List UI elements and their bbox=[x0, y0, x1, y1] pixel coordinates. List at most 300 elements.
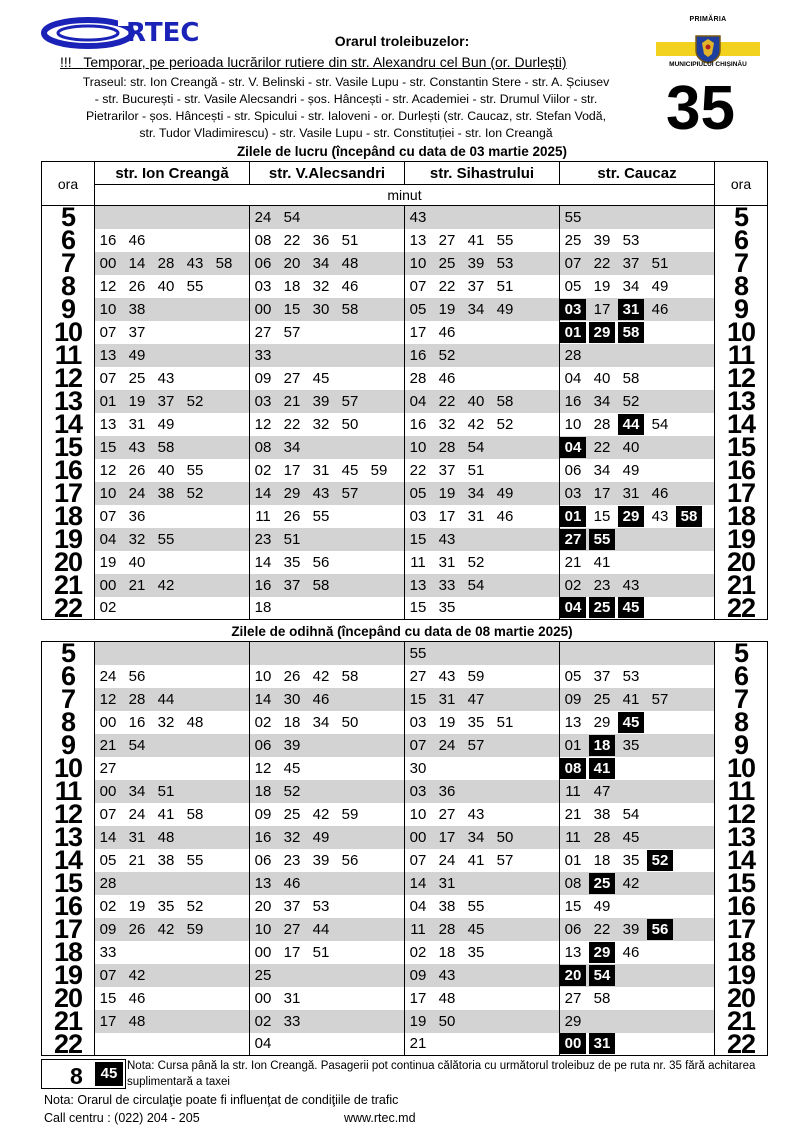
minute: 19 bbox=[593, 277, 611, 295]
highlighted-minute: 44 bbox=[618, 414, 644, 435]
minute: 35 bbox=[467, 713, 485, 731]
minute: 34 bbox=[622, 277, 640, 295]
hour-label: 14 bbox=[715, 413, 768, 436]
table-row bbox=[42, 918, 768, 941]
hour-label: 7 bbox=[715, 252, 768, 275]
minutes-cell bbox=[560, 390, 715, 413]
minute: 18 bbox=[593, 851, 611, 869]
minute-header: minut bbox=[95, 185, 715, 206]
minutes-cell bbox=[95, 252, 250, 275]
hour-label: 8 bbox=[42, 711, 95, 734]
minute: 48 bbox=[128, 1012, 146, 1030]
minute: 17 bbox=[283, 461, 301, 479]
minute: 34 bbox=[312, 254, 330, 272]
hour-label: 6 bbox=[715, 665, 768, 688]
minutes-cell bbox=[95, 757, 250, 780]
minute: 16 bbox=[99, 231, 117, 249]
minutes-cell bbox=[560, 206, 715, 229]
minute: 12 bbox=[254, 759, 272, 777]
minute: 59 bbox=[370, 461, 388, 479]
hour-label: 6 bbox=[42, 665, 95, 688]
minute: 28 bbox=[438, 438, 456, 456]
minute: 39 bbox=[622, 920, 640, 938]
table-row bbox=[42, 390, 768, 413]
minute: 37 bbox=[593, 667, 611, 685]
minute: 15 bbox=[99, 989, 117, 1007]
minute: 14 bbox=[254, 484, 272, 502]
minute: 42 bbox=[312, 805, 330, 823]
hour-label: 12 bbox=[42, 803, 95, 826]
minutes-cell bbox=[405, 436, 560, 459]
minute: 49 bbox=[496, 300, 514, 318]
minutes-cell bbox=[405, 780, 560, 803]
minute: 30 bbox=[312, 300, 330, 318]
highlighted-minute: 29 bbox=[618, 506, 644, 527]
hour-label: 15 bbox=[42, 436, 95, 459]
hour-label: 21 bbox=[715, 1010, 768, 1033]
minute: 11 bbox=[565, 828, 581, 846]
hour-label: 5 bbox=[42, 642, 95, 665]
minute: 16 bbox=[254, 576, 272, 594]
minute: 19 bbox=[438, 713, 456, 731]
table-row bbox=[42, 321, 768, 344]
minute: 29 bbox=[564, 1012, 582, 1030]
minutes-cell bbox=[560, 826, 715, 849]
minutes-cell bbox=[405, 390, 560, 413]
hour-label: 11 bbox=[42, 344, 95, 367]
minute: 27 bbox=[409, 667, 427, 685]
minute: 26 bbox=[128, 277, 146, 295]
minutes-cell bbox=[250, 298, 405, 321]
minute: 46 bbox=[438, 369, 456, 387]
minute: 27 bbox=[438, 805, 456, 823]
table-row bbox=[42, 413, 768, 436]
minute: 01 bbox=[99, 392, 117, 410]
minutes-cell bbox=[250, 734, 405, 757]
minute: 23 bbox=[593, 576, 611, 594]
minutes-cell bbox=[405, 459, 560, 482]
minutes-cell bbox=[405, 229, 560, 252]
minute: 11 bbox=[410, 553, 426, 571]
column-header-ora: ora bbox=[715, 162, 768, 206]
minute: 07 bbox=[99, 369, 117, 387]
minute: 14 bbox=[254, 553, 272, 571]
minute: 49 bbox=[651, 277, 669, 295]
minute: 00 bbox=[99, 782, 117, 800]
minute: 41 bbox=[157, 805, 175, 823]
hour-label: 22 bbox=[42, 597, 95, 620]
minute: 37 bbox=[157, 392, 175, 410]
minutes-cell bbox=[95, 574, 250, 597]
minutes-cell bbox=[560, 711, 715, 734]
minute: 34 bbox=[283, 438, 301, 456]
minutes-cell bbox=[560, 298, 715, 321]
minutes-cell bbox=[95, 528, 250, 551]
minutes-cell bbox=[95, 803, 250, 826]
minute: 25 bbox=[438, 254, 456, 272]
minute: 49 bbox=[312, 828, 330, 846]
minute: 31 bbox=[128, 415, 146, 433]
table-row bbox=[42, 275, 768, 298]
minute: 51 bbox=[496, 713, 514, 731]
minute: 04 bbox=[564, 369, 582, 387]
minute: 25 bbox=[564, 231, 582, 249]
minute: 00 bbox=[254, 943, 272, 961]
minute: 31 bbox=[467, 507, 485, 525]
minute: 26 bbox=[128, 461, 146, 479]
minute: 28 bbox=[409, 369, 427, 387]
minute: 11 bbox=[410, 920, 426, 938]
minutes-cell bbox=[405, 275, 560, 298]
minute: 40 bbox=[128, 553, 146, 571]
minute: 40 bbox=[593, 369, 611, 387]
table-row bbox=[42, 298, 768, 321]
hour-label: 14 bbox=[42, 849, 95, 872]
minutes-cell bbox=[560, 941, 715, 964]
minute: 33 bbox=[99, 943, 117, 961]
minutes-cell bbox=[405, 757, 560, 780]
minute: 02 bbox=[564, 576, 582, 594]
minute: 51 bbox=[651, 254, 669, 272]
route-line: Pietrarilor - șos. Hâncești - str. Spicului - str. Ialoveni - or. Durlești (str. Caucaz, str. Stefan Vodă, bbox=[85, 109, 607, 123]
minute: 26 bbox=[283, 507, 301, 525]
minute: 18 bbox=[438, 943, 456, 961]
website-link[interactable]: www.rtec.md bbox=[344, 1111, 416, 1125]
minute: 22 bbox=[438, 277, 456, 295]
minute: 21 bbox=[128, 851, 146, 869]
minute: 17 bbox=[409, 323, 427, 341]
minute: 05 bbox=[409, 300, 427, 318]
minutes-cell bbox=[95, 390, 250, 413]
minute: 56 bbox=[341, 851, 359, 869]
minute: 01 bbox=[564, 736, 582, 754]
minute: 00 bbox=[254, 989, 272, 1007]
minute: 07 bbox=[409, 736, 427, 754]
notice bbox=[60, 54, 567, 70]
minutes-cell bbox=[95, 872, 250, 895]
minute: 43 bbox=[128, 438, 146, 456]
header bbox=[0, 0, 804, 160]
minute: 13 bbox=[99, 415, 117, 433]
minute: 15 bbox=[283, 300, 301, 318]
minute: 54 bbox=[467, 576, 485, 594]
highlighted-minute: 52 bbox=[647, 850, 673, 871]
minutes-cell bbox=[405, 551, 560, 574]
minute: 47 bbox=[467, 690, 485, 708]
route-line: - str. București - str. Vasile Alecsandri - șos. Hâncești - str. Academiei - str. Drumul Viilor - str. bbox=[94, 92, 598, 106]
minutes-cell bbox=[250, 344, 405, 367]
hour-label: 9 bbox=[715, 298, 768, 321]
minute: 56 bbox=[128, 667, 146, 685]
minute: 43 bbox=[409, 208, 427, 226]
minute: 21 bbox=[564, 553, 582, 571]
minutes-cell bbox=[95, 1033, 250, 1056]
column-header-stop: str. Caucaz bbox=[560, 162, 715, 185]
hour-label: 15 bbox=[42, 872, 95, 895]
minute: 09 bbox=[409, 966, 427, 984]
highlighted-minute: 01 bbox=[560, 322, 586, 343]
hour-label: 21 bbox=[42, 1010, 95, 1033]
minute: 46 bbox=[312, 690, 330, 708]
minute: 46 bbox=[341, 277, 359, 295]
minute: 35 bbox=[438, 599, 456, 617]
minute: 43 bbox=[651, 507, 669, 525]
minutes-cell bbox=[405, 826, 560, 849]
minutes-cell bbox=[405, 321, 560, 344]
column-header-ora: ora bbox=[42, 162, 95, 206]
minutes-cell bbox=[95, 459, 250, 482]
hour-label: 20 bbox=[715, 551, 768, 574]
minutes-cell bbox=[95, 321, 250, 344]
minutes-cell bbox=[95, 206, 250, 229]
minute: 28 bbox=[157, 254, 175, 272]
minute: 52 bbox=[283, 782, 301, 800]
minute: 48 bbox=[341, 254, 359, 272]
minute: 32 bbox=[157, 713, 175, 731]
highlighted-minute: 45 bbox=[618, 712, 644, 733]
minute: 34 bbox=[467, 484, 485, 502]
highlighted-minute: 20 bbox=[560, 965, 586, 986]
minutes-cell bbox=[405, 1033, 560, 1056]
minute: 52 bbox=[186, 484, 204, 502]
hour-label: 8 bbox=[715, 711, 768, 734]
minute: 29 bbox=[593, 713, 611, 731]
table-row bbox=[42, 459, 768, 482]
minute: 30 bbox=[283, 690, 301, 708]
minutes-cell bbox=[405, 367, 560, 390]
minutes-cell bbox=[250, 941, 405, 964]
minute: 50 bbox=[496, 828, 514, 846]
minute: 31 bbox=[622, 484, 640, 502]
minutes-cell bbox=[95, 964, 250, 987]
hour-label: 19 bbox=[715, 964, 768, 987]
minute: 38 bbox=[157, 851, 175, 869]
call-center: Call centru : (022) 204 - 205 bbox=[44, 1111, 200, 1125]
minute: 01 bbox=[564, 851, 582, 869]
hour-label: 17 bbox=[715, 482, 768, 505]
hour-label: 9 bbox=[715, 734, 768, 757]
minute: 10 bbox=[409, 438, 427, 456]
minute: 35 bbox=[467, 943, 485, 961]
minute: 22 bbox=[283, 415, 301, 433]
minute: 03 bbox=[409, 507, 427, 525]
minutes-cell bbox=[405, 206, 560, 229]
route-line: Traseul: str. Ion Creangă - str. V. Belinski - str. Vasile Lupu - str. Constantin Stere - str. A. Șciusev bbox=[82, 75, 610, 89]
minute: 16 bbox=[409, 415, 427, 433]
minute: 57 bbox=[651, 690, 669, 708]
hour-label: 15 bbox=[715, 436, 768, 459]
table-row bbox=[42, 941, 768, 964]
hour-label: 7 bbox=[42, 688, 95, 711]
minute: 55 bbox=[564, 208, 582, 226]
hour-label: 5 bbox=[42, 206, 95, 229]
minute: 42 bbox=[467, 415, 485, 433]
table-row bbox=[42, 482, 768, 505]
hour-label: 13 bbox=[715, 390, 768, 413]
highlighted-minute: 04 bbox=[560, 437, 586, 458]
minute: 07 bbox=[99, 805, 117, 823]
minute: 37 bbox=[283, 897, 301, 915]
minute: 21 bbox=[128, 576, 146, 594]
minute: 10 bbox=[254, 667, 272, 685]
minute: 32 bbox=[438, 415, 456, 433]
minute: 46 bbox=[283, 874, 301, 892]
minute: 08 bbox=[564, 874, 582, 892]
minute: 28 bbox=[593, 415, 611, 433]
hour-label: 18 bbox=[42, 941, 95, 964]
minute: 07 bbox=[99, 507, 117, 525]
minute: 13 bbox=[409, 576, 427, 594]
minute: 45 bbox=[283, 759, 301, 777]
minute: 46 bbox=[128, 989, 146, 1007]
minute: 50 bbox=[341, 415, 359, 433]
minute: 58 bbox=[312, 576, 330, 594]
minute: 59 bbox=[467, 667, 485, 685]
minute: 16 bbox=[564, 392, 582, 410]
minutes-cell bbox=[250, 987, 405, 1010]
minutes-cell bbox=[405, 895, 560, 918]
minute: 15 bbox=[593, 507, 611, 525]
minutes-cell bbox=[405, 252, 560, 275]
minute: 11 bbox=[565, 782, 581, 800]
minute: 46 bbox=[622, 943, 640, 961]
minute: 52 bbox=[622, 392, 640, 410]
hour-label: 22 bbox=[715, 1033, 768, 1056]
minutes-cell bbox=[250, 229, 405, 252]
minute: 51 bbox=[283, 530, 301, 548]
minutes-cell bbox=[250, 390, 405, 413]
minute: 03 bbox=[254, 277, 272, 295]
minute: 42 bbox=[312, 667, 330, 685]
minutes-cell bbox=[250, 711, 405, 734]
minute: 07 bbox=[99, 966, 117, 984]
minute: 34 bbox=[467, 300, 485, 318]
hour-label: 15 bbox=[715, 872, 768, 895]
minute: 25 bbox=[254, 966, 272, 984]
highlighted-minute: 29 bbox=[589, 322, 615, 343]
minute: 14 bbox=[409, 874, 427, 892]
minutes-cell bbox=[250, 436, 405, 459]
weekend-timetable bbox=[41, 641, 768, 1056]
minutes-cell bbox=[560, 597, 715, 620]
table-row bbox=[42, 229, 768, 252]
hour-label: 16 bbox=[715, 459, 768, 482]
minute: 46 bbox=[438, 323, 456, 341]
hour-label: 12 bbox=[42, 367, 95, 390]
hour-label: 12 bbox=[715, 803, 768, 826]
minute: 40 bbox=[467, 392, 485, 410]
minute: 24 bbox=[99, 667, 117, 685]
minute: 39 bbox=[593, 231, 611, 249]
minutes-cell bbox=[95, 275, 250, 298]
minute: 13 bbox=[564, 713, 582, 731]
hour-label: 17 bbox=[42, 482, 95, 505]
minute: 28 bbox=[128, 690, 146, 708]
hour-label: 11 bbox=[715, 344, 768, 367]
minute: 10 bbox=[564, 415, 582, 433]
minute: 54 bbox=[283, 208, 301, 226]
hour-label: 5 bbox=[715, 206, 768, 229]
highlighted-minute: 41 bbox=[589, 758, 615, 779]
minute: 36 bbox=[438, 782, 456, 800]
minutes-cell bbox=[405, 642, 560, 665]
hour-label: 16 bbox=[42, 459, 95, 482]
minute: 33 bbox=[438, 576, 456, 594]
minutes-cell bbox=[560, 436, 715, 459]
highlighted-minute: 04 bbox=[560, 597, 586, 618]
minute: 40 bbox=[622, 438, 640, 456]
highlighted-minute: 58 bbox=[676, 506, 702, 527]
minute: 55 bbox=[186, 461, 204, 479]
minute: 21 bbox=[409, 1035, 427, 1053]
minute: 00 bbox=[409, 828, 427, 846]
minutes-cell bbox=[405, 574, 560, 597]
minute: 33 bbox=[254, 346, 272, 364]
minutes-cell bbox=[250, 826, 405, 849]
minutes-cell bbox=[560, 688, 715, 711]
minute: 28 bbox=[99, 874, 117, 892]
minute: 06 bbox=[254, 736, 272, 754]
minutes-cell bbox=[250, 206, 405, 229]
minutes-cell bbox=[405, 918, 560, 941]
minute: 02 bbox=[254, 1012, 272, 1030]
minute: 07 bbox=[409, 277, 427, 295]
minutes-cell bbox=[250, 574, 405, 597]
minute: 40 bbox=[157, 277, 175, 295]
minute: 31 bbox=[438, 690, 456, 708]
minute: 49 bbox=[157, 415, 175, 433]
table-row bbox=[42, 1033, 768, 1056]
minute: 25 bbox=[128, 369, 146, 387]
minutes-cell bbox=[95, 551, 250, 574]
minute: 38 bbox=[593, 805, 611, 823]
minutes-cell bbox=[95, 229, 250, 252]
minute: 52 bbox=[467, 553, 485, 571]
minutes-cell bbox=[405, 964, 560, 987]
minutes-cell bbox=[250, 413, 405, 436]
minute: 18 bbox=[254, 599, 272, 617]
minute: 19 bbox=[99, 553, 117, 571]
minute: 22 bbox=[409, 461, 427, 479]
table-row bbox=[42, 757, 768, 780]
minute: 58 bbox=[341, 300, 359, 318]
minute: 04 bbox=[409, 392, 427, 410]
minute: 43 bbox=[438, 530, 456, 548]
minute: 48 bbox=[438, 989, 456, 1007]
hour-label: 18 bbox=[715, 941, 768, 964]
highlighted-minute: 25 bbox=[589, 597, 615, 618]
minute: 51 bbox=[467, 461, 485, 479]
minutes-cell bbox=[250, 1010, 405, 1033]
coat-of-arms-icon bbox=[694, 34, 722, 64]
hour-label: 9 bbox=[42, 298, 95, 321]
hour-label: 10 bbox=[42, 321, 95, 344]
minute: 06 bbox=[564, 461, 582, 479]
minutes-cell bbox=[405, 803, 560, 826]
minutes-cell bbox=[95, 597, 250, 620]
minutes-cell bbox=[250, 321, 405, 344]
hour-label: 14 bbox=[42, 413, 95, 436]
minute: 02 bbox=[99, 599, 117, 617]
minute: 27 bbox=[438, 231, 456, 249]
minute: 39 bbox=[283, 736, 301, 754]
minute: 27 bbox=[283, 920, 301, 938]
hour-label: 5 bbox=[715, 642, 768, 665]
highlighted-minute: 45 bbox=[618, 597, 644, 618]
minute: 41 bbox=[622, 690, 640, 708]
minute: 00 bbox=[254, 300, 272, 318]
minute: 24 bbox=[128, 484, 146, 502]
